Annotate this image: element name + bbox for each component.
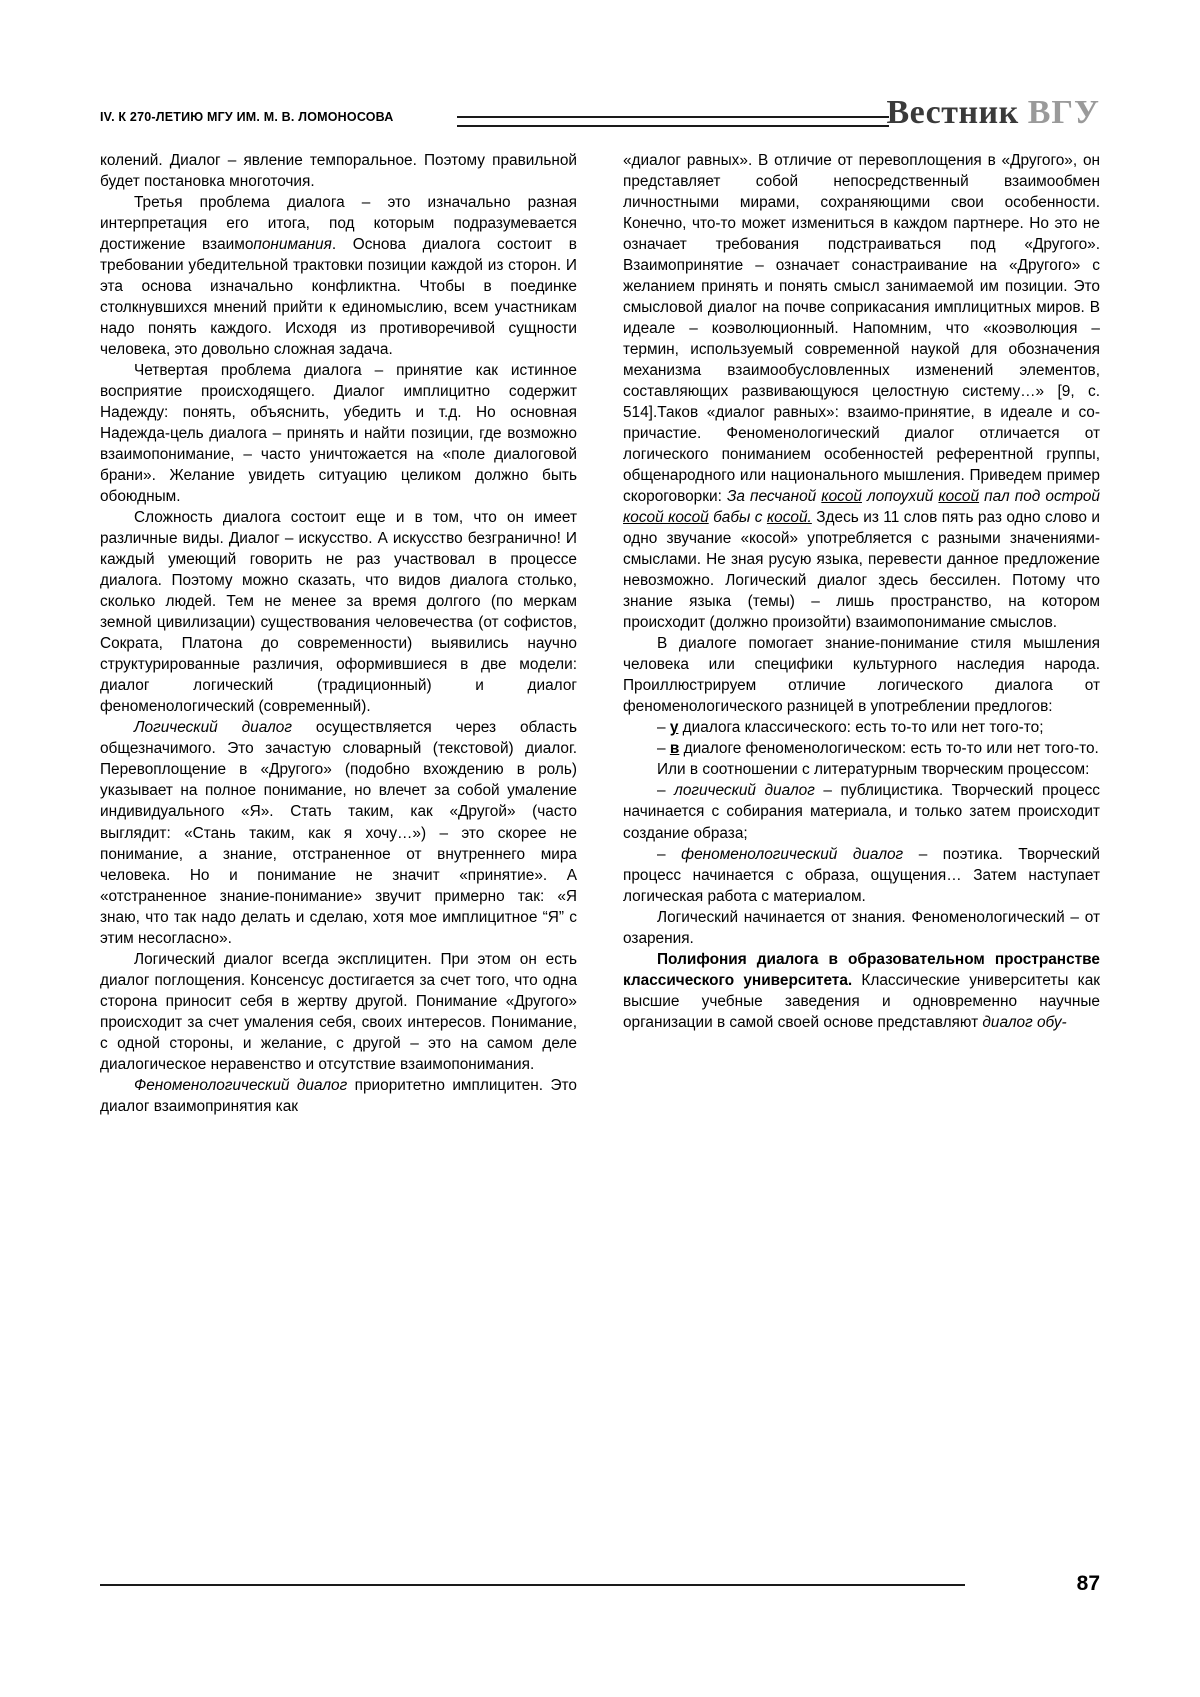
paragraph [623,907,1100,949]
journal-brand-main: Вестник [886,94,1019,131]
page-footer [100,1572,1100,1602]
text-run: колений. Диалог – явление темпоральное. Поэтому правильной будет постановка многоточия. [100,152,577,191]
paragraph [100,507,577,717]
text-run: Логический диалог всегда эксплицитен. При этом он есть диалог поглощения. Консенсус достигается за счет того, что одна сторона приносит себя в жертву другой. Понимание «Другого» происходит за счет умаления себя, своих интересов. Понимание, с одной стороны, и желание, с другой – это на самом деле диалогическое неравенство и отсутствие взаимопонимания. [100,950,577,1073]
text-run: в [669,740,680,758]
text-run: В диалоге помогает знание-понимание стиля мышления человека или специфики культурного наследия народа. Проиллюстрируем отличие логического диалога от феноменологического разницей в употреблении предлогов: [623,635,1100,716]
paragraph [623,949,1100,1033]
text-run: Сложность диалога состоит еще и в том, что он имеет различные виды. Диалог – искусство. А искусство безгранично! И каждый умеющий говорить не раз участвовал в процессе диалога. Поэтому можно сказать, что видов диалога столько, сколько людей. Тем не менее за время долгого (по меркам земной цивилизации) существования человечества (от софистов, Сократа, Платона до современности) выявились научно структурированные различия, оформившиеся в две модели: диалог логический (традиционный) и диалог феноменологический (современный). [100,509,577,716]
paragraph [623,633,1100,717]
article-body [100,150,1100,1117]
paragraph [100,150,577,192]
paragraph [623,738,1100,759]
paragraph [623,844,1100,907]
paragraph [100,1075,577,1117]
text-run: косой косой [623,509,709,527]
paragraph [623,759,1100,780]
text-run: приоритетно имплицитен. Это диалог взаимопринятия как [100,1076,577,1115]
text-run: Классические университеты как высшие учебные заведения и одновременно научные организации в самой своей основе представляют [623,971,1100,1031]
text-run: косой [938,488,980,506]
paragraph [100,360,577,507]
text-run: Четвертая проблема диалога – принятие как истинное восприятие происходящего. Диалог имплицитно содержит Надежду: понять, объяснить, убедить и т.д. Но основная Надежда-цель диалога – принять и найти позиции, где возможно взаимопонимание, – часто уничтожается на «поле диалоговой брани». Желание увидеть ситуацию целиком должно быть обоюдным. [100,362,577,506]
paragraph [100,949,577,1075]
text-run: – [657,782,675,800]
text-run: осуществляется через область общезначимого. Это зачастую словарный (текстовой) диалог. Перевоплощение в «Другого» (подобно вхождению в роль) указывает на полное понимание, но влечет за собой умаление индивидуального «Я». Стать таким, как «Другой» (часто выглядит: «Стань таким, как я хочу…») – это скорее не понимание, а знание, отстраненное от внутреннего мира человека. Но и понимание не значит «принятие». А «отстраненное знание-понимание» звучит примерно так: «Я знаю, что так надо делать и сделаю, хотя мое имплицитное “Я” с этим несогласно». [100,719,577,947]
text-run: Здесь из 11 слов пять раз одно слово и одно звучание «косой» употребляется с разными значениями-смыслами. Не зная русую языка, перевести данное предложение невозможно. Логический диалог здесь бессилен. Потому что знание языка (темы) – лишь пространство, на котором происходит (должно произойти) взаимопонимание смыслов. [623,509,1100,632]
text-run: Феноменологический диалог [134,1076,348,1094]
text-run: Полифония диалога в образовательном пространстве классического университета. [623,950,1100,989]
journal-brand-sub: ВГУ [1027,94,1100,131]
text-run: Третья проблема диалога – это изначально разная интерпретация его итога, под которым подразумевается достижение взаимо [100,194,577,254]
paragraph [100,717,577,948]
text-run: Или в соотношении с литературным творческим процессом: [657,761,1090,779]
text-run: Логический диалог [134,719,292,737]
text-run: диалог обу- [982,1013,1067,1031]
text-run: За песчаной [726,488,822,506]
paragraph [623,717,1100,738]
text-run: пал под острой [979,488,1100,506]
text-run: диалога классического: есть то-то или нет того-то; [678,719,1044,737]
text-run: – поэтика. Творческий процесс начинается с образа, ощущения… Затем наступает логическая работа с материалом. [623,845,1100,905]
right-column [623,150,1100,1117]
footer-divider [100,1584,965,1586]
text-run: логический диалог [674,782,815,800]
text-run: – [657,719,670,737]
text-run: понимания [253,236,332,254]
text-run: феноменологический диалог [681,845,904,863]
text-run: косой [821,488,862,506]
text-run: . Основа диалога состоит в требовании убедительной трактовки позиции каждой из сторон. И эта основа изначально конфликтна. Чтобы в поединке столкнувшихся мнений прийти к единомыслию, всем участникам надо понять каждого. Исходя из противоречивой сущности человека, это довольно сложная задача. [100,236,577,359]
text-run: – [657,740,670,758]
text-run: «диалог равных». В отличие от перевоплощения в «Другого», он представляет собой непосредственный взаимообмен личностными мирами, сохраняющими свои особенности. Конечно, что-то может измениться в каждом партнере. Но это не означает требования подстраиваться под «Другого». Взаимопринятие – означает сонастраивание на «Другого» с желанием принять и понять смысл занимаемой им позиции. Это смысловой диалог на почве соприкасания имплицитных миров. В идеале – коэволюционный. Напомним, что «коэволюция – термин, используемый современной наукой для обозначения механизма взаимообусловленных изменений элементов, составляющих развивающуюся целостную систему…» [9, с. 514].Таков «диалог равных»: взаимо-принятие, в идеале и со-причастие. Феноменологический диалог отличается от логического пониманием особенностей референтной группы, общенародного или национального мышления. Приведем пример скороговорки: [623,152,1100,506]
text-run: – публицистика. Творческий процесс начинается с собирания материала, и только затем происходит создание образа; [623,782,1100,842]
journal-brand [886,96,1100,130]
left-column [100,150,577,1117]
paragraph [100,192,577,360]
paragraph [623,150,1100,633]
text-run: Логический начинается от знания. Феноменологический – от озарения. [623,908,1100,947]
paragraph [623,780,1100,843]
text-run: косой. [766,509,812,527]
text-run: у [669,719,679,737]
header-divider [457,116,889,127]
page-number: 87 [1076,1572,1100,1595]
text-run: диалоге феноменологическом: есть то-то или нет того-то. [679,740,1099,758]
page-header [100,96,1100,140]
section-label: IV. К 270-ЛЕТИЮ МГУ ИМ. М. В. ЛОМОНОСОВА [100,110,394,124]
text-run: лопоухий [861,488,939,506]
text-run: бабы с [708,509,767,527]
text-run: – [657,845,682,863]
